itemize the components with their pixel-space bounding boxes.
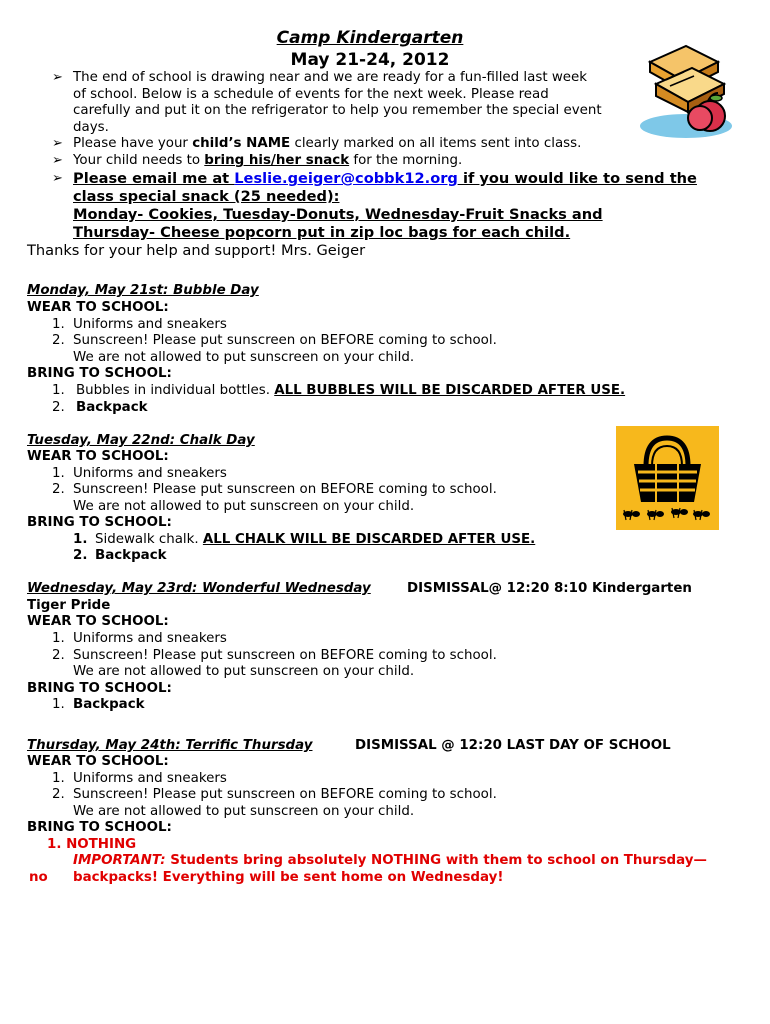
intro-line: days. bbox=[73, 120, 109, 135]
snack-line: class special snack (25 needed): bbox=[73, 188, 340, 205]
text-bold: ALL BUBBLES WILL BE DISCARDED AFTER USE. bbox=[274, 383, 626, 398]
intro-line: carefully and put it on the refrigerator to help you remember the special event bbox=[73, 103, 602, 118]
wear-label: WEAR TO SCHOOL: bbox=[27, 754, 169, 769]
no-word: no bbox=[29, 870, 48, 885]
list-number: 2. bbox=[73, 548, 88, 563]
text: clearly marked on all items sent into class. bbox=[290, 136, 582, 151]
snack-line: Thursday- Cheese popcorn put in zip loc bags for each child. bbox=[73, 224, 571, 241]
intro-snack-note bbox=[73, 153, 462, 170]
list-item: We are not allowed to put sunscreen on your child. bbox=[73, 664, 415, 679]
bullet-arrow-icon: ➢ bbox=[52, 153, 63, 168]
list-item: Uniforms and sneakers bbox=[73, 466, 227, 481]
bring-label: BRING TO SCHOOL: bbox=[27, 820, 172, 835]
list-item: Backpack bbox=[73, 697, 145, 712]
intro-line: of school. Below is a schedule of events for the next week. Please read bbox=[73, 87, 549, 102]
list-item: Uniforms and sneakers bbox=[73, 317, 227, 332]
bullet-arrow-icon: ➢ bbox=[52, 136, 63, 151]
list-number: 2. bbox=[52, 333, 65, 348]
list-item: We are not allowed to put sunscreen on your child. bbox=[73, 350, 415, 365]
picnic-basket-icon bbox=[616, 426, 719, 530]
text-bold: bring his/her snack bbox=[204, 153, 350, 168]
tiger-pride: Tiger Pride bbox=[27, 598, 111, 613]
document-dates: May 21-24, 2012 bbox=[290, 50, 450, 70]
thanks-line: Thanks for your help and support! Mrs. Geiger bbox=[27, 242, 366, 259]
list-item: We are not allowed to put sunscreen on your child. bbox=[73, 804, 415, 819]
books-apple-icon bbox=[636, 40, 732, 140]
list-number: 1. bbox=[52, 383, 65, 398]
important-note bbox=[73, 853, 707, 870]
list-number: 2. bbox=[52, 648, 65, 663]
wednesday-dismissal: DISMISSAL@ 12:20 8:10 Kindergarten bbox=[407, 581, 692, 596]
text: for the morning. bbox=[349, 153, 463, 168]
text: Your child needs to bbox=[73, 153, 205, 168]
list-item: Sunscreen! Please put sunscreen on BEFORE coming to school. bbox=[73, 787, 497, 802]
snack-line: Monday- Cookies, Tuesday-Donuts, Wednesday-Fruit Snacks and bbox=[73, 206, 603, 223]
important-label: IMPORTANT: bbox=[73, 853, 166, 868]
monday-heading: Monday, May 21st: Bubble Day bbox=[27, 283, 259, 298]
list-number: 1. bbox=[73, 532, 88, 547]
email-link[interactable]: Leslie.geiger@cobbk12.org bbox=[234, 170, 458, 187]
list-item: Backpack bbox=[95, 548, 167, 563]
bring-label: BRING TO SCHOOL: bbox=[27, 366, 172, 381]
bullet-arrow-icon: ➢ bbox=[52, 171, 63, 186]
tuesday-heading: Tuesday, May 22nd: Chalk Day bbox=[27, 433, 255, 448]
list-number: 1. bbox=[52, 317, 65, 332]
list-number: 1. bbox=[52, 697, 65, 712]
intro-line: The end of school is drawing near and we are ready for a fun-filled last week bbox=[73, 70, 588, 85]
list-number: 2. bbox=[52, 400, 65, 415]
thursday-dismissal: DISMISSAL @ 12:20 LAST DAY OF SCHOOL bbox=[355, 738, 671, 753]
list-item: Uniforms and sneakers bbox=[73, 631, 227, 646]
list-number: 1. bbox=[52, 631, 65, 646]
text: Please email me at bbox=[73, 170, 235, 187]
list-item: We are not allowed to put sunscreen on your child. bbox=[73, 499, 415, 514]
important-note-line2: backpacks! Everything will be sent home on Wednesday! bbox=[73, 870, 504, 885]
wear-label: WEAR TO SCHOOL: bbox=[27, 614, 169, 629]
document-title: Camp Kindergarten bbox=[276, 28, 464, 48]
list-number: 2. bbox=[52, 787, 65, 802]
email-request bbox=[73, 170, 697, 188]
list-item: Sunscreen! Please put sunscreen on BEFORE coming to school. bbox=[73, 482, 497, 497]
wear-label: WEAR TO SCHOOL: bbox=[27, 449, 169, 464]
list-item: Sunscreen! Please put sunscreen on BEFORE coming to school. bbox=[73, 648, 497, 663]
text-bold: ALL CHALK WILL BE DISCARDED AFTER USE. bbox=[202, 532, 536, 547]
text: Please have your bbox=[73, 136, 193, 151]
list-item: Uniforms and sneakers bbox=[73, 771, 227, 786]
list-number: 2. bbox=[52, 482, 65, 497]
wear-label: WEAR TO SCHOOL: bbox=[27, 300, 169, 315]
intro-name-note bbox=[73, 136, 581, 153]
nothing-item: 1. NOTHING bbox=[47, 837, 137, 852]
text: Sidewalk chalk. bbox=[95, 532, 203, 547]
wednesday-heading: Wednesday, May 23rd: Wonderful Wednesday bbox=[27, 581, 371, 596]
list-item bbox=[76, 383, 625, 400]
list-item bbox=[95, 532, 535, 549]
bring-label: BRING TO SCHOOL: bbox=[27, 515, 172, 530]
list-item: Backpack bbox=[76, 400, 148, 415]
text: if you would like to send the bbox=[457, 170, 697, 187]
bullet-arrow-icon: ➢ bbox=[52, 70, 63, 85]
bring-label: BRING TO SCHOOL: bbox=[27, 681, 172, 696]
list-number: 1. bbox=[52, 466, 65, 481]
text: Bubbles in individual bottles. bbox=[76, 383, 275, 398]
text-bold: child’s NAME bbox=[192, 136, 291, 151]
thursday-heading: Thursday, May 24th: Terrific Thursday bbox=[27, 738, 313, 753]
list-number: 1. bbox=[52, 771, 65, 786]
list-item: Sunscreen! Please put sunscreen on BEFORE coming to school. bbox=[73, 333, 497, 348]
text: Students bring absolutely NOTHING with them to school on Thursday— bbox=[165, 853, 707, 868]
